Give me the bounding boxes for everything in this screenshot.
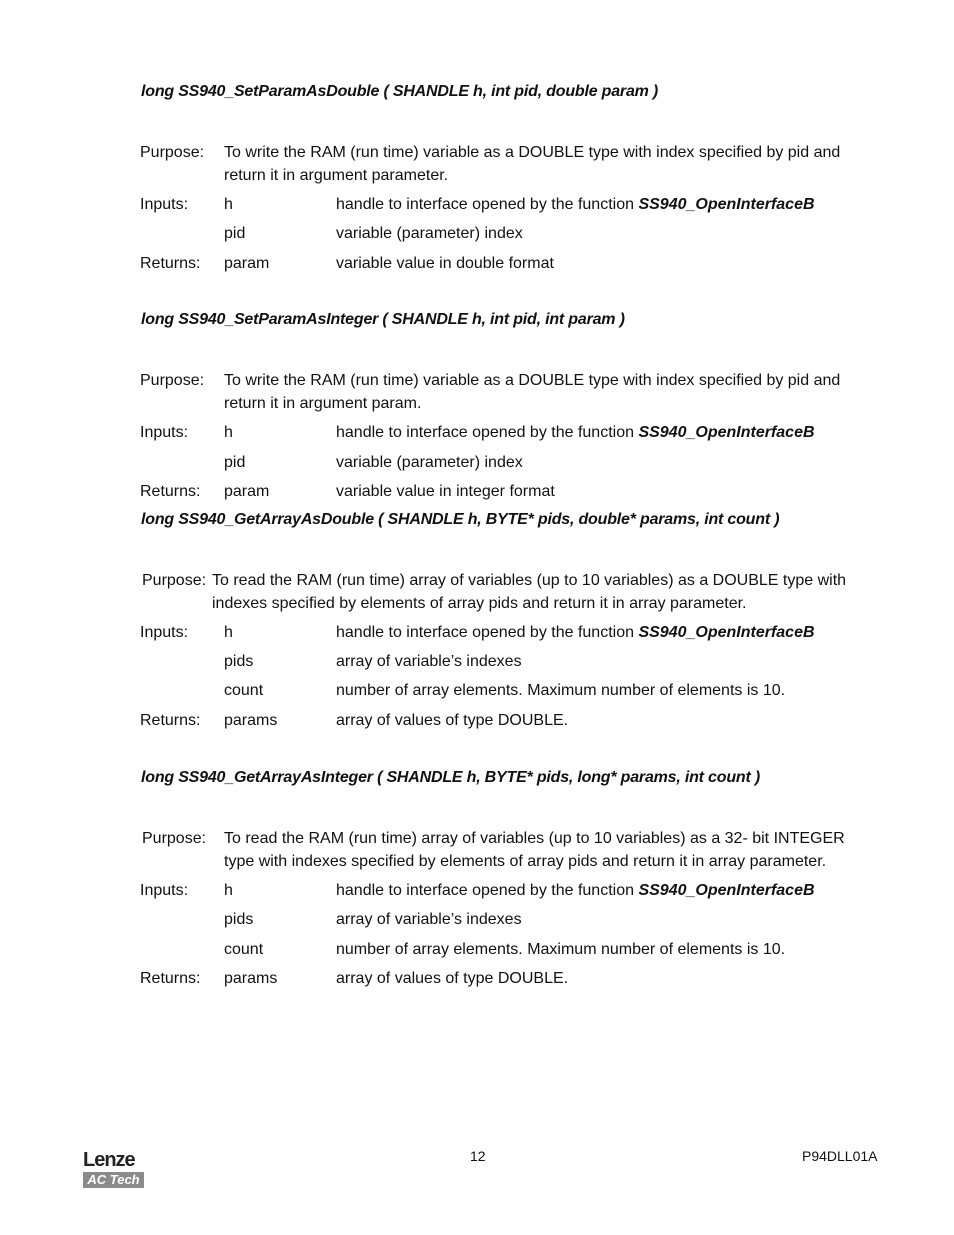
param-desc [336, 879, 815, 902]
return-desc: variable value in integer format [336, 483, 555, 500]
purpose-text: To read the RAM (run time) array of variables (up to 10 variables) as a DOUBLE type with indexes specified by elements of array pids and return it in array parameter. [212, 572, 847, 612]
param-name: pid [224, 225, 246, 242]
document-id: P94DLL01A [802, 1148, 878, 1164]
returns-label: Returns: [140, 483, 201, 500]
param-desc: number of array elements. Maximum number of elements is 10. [336, 941, 786, 958]
purpose-label: Purpose: [142, 572, 207, 589]
param-desc [336, 193, 815, 216]
return-name: param [224, 483, 270, 500]
returns-label: Returns: [140, 970, 201, 987]
purpose-text: To write the RAM (run time) variable as a DOUBLE type with index specified by pid and return it in argument parameter. [224, 144, 841, 184]
inputs-label: Inputs: [140, 882, 189, 899]
function-signature: long SS940_GetArrayAsDouble ( SHANDLE h, BYTE* pids, double* params, int count ) [141, 511, 780, 528]
page-number: 12 [470, 1148, 486, 1164]
param-desc-text: handle to interface opened by the function [336, 196, 639, 213]
purpose-label: Purpose: [140, 144, 205, 161]
param-desc-text: handle to interface opened by the function [336, 424, 639, 441]
return-name: params [224, 970, 278, 987]
returns-label: Returns: [140, 712, 201, 729]
function-reference: SS940_OpenInterfaceB [638, 624, 815, 641]
param-name: count [224, 682, 264, 699]
param-desc: variable (parameter) index [336, 454, 523, 471]
param-desc: array of variable’s indexes [336, 653, 522, 670]
return-name: param [224, 255, 270, 272]
param-name: pids [224, 653, 254, 670]
param-name: h [224, 196, 233, 213]
returns-label: Returns: [140, 255, 201, 272]
return-name: params [224, 712, 278, 729]
inputs-label: Inputs: [140, 196, 189, 213]
function-reference: SS940_OpenInterfaceB [638, 196, 815, 213]
logo-subbrand: AC Tech [83, 1172, 144, 1188]
function-signature: long SS940_SetParamAsDouble ( SHANDLE h, int pid, double param ) [141, 83, 659, 100]
function-signature: long SS940_SetParamAsInteger ( SHANDLE h, int pid, int param ) [141, 311, 625, 328]
param-desc: array of variable’s indexes [336, 911, 522, 928]
param-desc: variable (parameter) index [336, 225, 523, 242]
param-name: h [224, 424, 233, 441]
return-desc: array of values of type DOUBLE. [336, 970, 569, 987]
param-name: pid [224, 454, 246, 471]
param-desc-text: handle to interface opened by the function [336, 624, 639, 641]
lenze-ac-tech-logo [83, 1150, 145, 1188]
return-desc: array of values of type DOUBLE. [336, 712, 569, 729]
purpose-text: To read the RAM (run time) array of variables (up to 10 variables) as a 32- bit INTEGER type with indexes specified by elements of array pids and return it in array parameter. [224, 830, 845, 870]
function-reference: SS940_OpenInterfaceB [638, 424, 815, 441]
param-name: count [224, 941, 264, 958]
function-reference: SS940_OpenInterfaceB [638, 882, 815, 899]
param-desc [336, 421, 815, 444]
param-desc: number of array elements. Maximum number of elements is 10. [336, 682, 786, 699]
param-name: h [224, 882, 233, 899]
param-desc [336, 621, 815, 644]
purpose-text: To write the RAM (run time) variable as a DOUBLE type with index specified by pid and return it in argument param. [224, 372, 841, 412]
param-name: h [224, 624, 233, 641]
purpose-label: Purpose: [140, 372, 205, 389]
purpose-label: Purpose: [142, 830, 207, 847]
inputs-label: Inputs: [140, 424, 189, 441]
inputs-label: Inputs: [140, 624, 189, 641]
param-name: pids [224, 911, 254, 928]
logo-wordmark: Lenze [83, 1149, 135, 1171]
param-desc-text: handle to interface opened by the function [336, 882, 639, 899]
return-desc: variable value in double format [336, 255, 554, 272]
function-signature: long SS940_GetArrayAsInteger ( SHANDLE h, BYTE* pids, long* params, int count ) [141, 769, 760, 786]
